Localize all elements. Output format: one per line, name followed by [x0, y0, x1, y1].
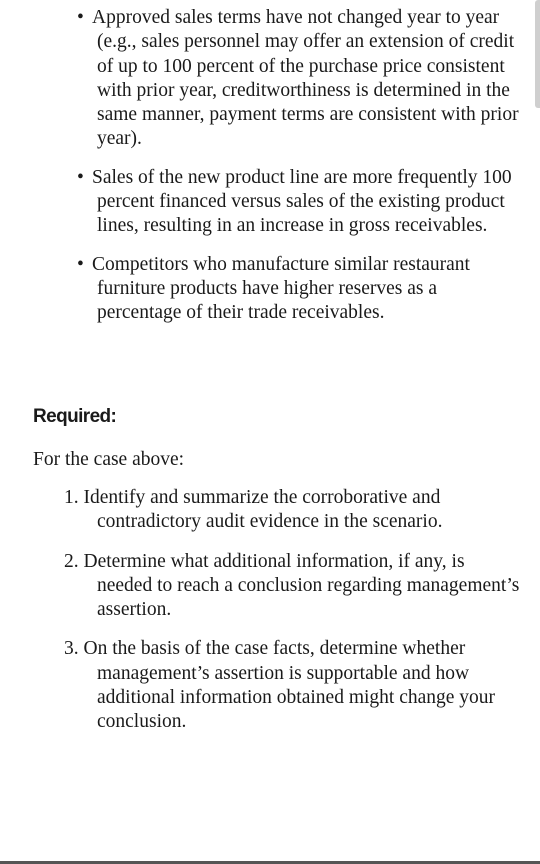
bullet-text: Competitors who manufacture similar restaurant furniture products have higher reserves as a percentage of their trade receivables. — [92, 253, 470, 324]
bullet-icon: • — [77, 253, 84, 275]
bullet-list — [62, 6, 522, 340]
bullet-icon: • — [77, 166, 84, 188]
bullet-text: Approved sales terms have not changed year to year (e.g., sales personnel may offer an extension of credit of up to 100 percent of the purchase price consistent with prior year, creditworthiness is determined in the same manner, payment terms are consistent with prior year). — [92, 7, 519, 150]
bullet-item — [62, 6, 522, 152]
requirement-item: 1. Identify and summarize the corroborative and contradictory audit evidence in the scenario. — [64, 487, 443, 533]
bullet-text: Sales of the new product line are more frequently 100 percent financed versus sales of the existing product lines, resulting in an increase in gross receivables. — [92, 166, 512, 237]
required-heading: Required: — [33, 406, 117, 427]
scroll-indicator[interactable] — [535, 0, 540, 108]
bullet-item — [62, 166, 522, 239]
requirements-list — [64, 486, 524, 750]
requirement-item: 2. Determine what additional information, if any, is needed to reach a conclusion regarding management’s assertion. — [64, 550, 520, 621]
intro-text: For the case above: — [33, 449, 185, 470]
bullet-icon: • — [77, 7, 84, 28]
bullet-item — [62, 253, 522, 326]
requirement-item: 3. On the basis of the case facts, determine whether management’s assertion is supportable and how additional information obtained might change your conclusion. — [64, 638, 496, 733]
